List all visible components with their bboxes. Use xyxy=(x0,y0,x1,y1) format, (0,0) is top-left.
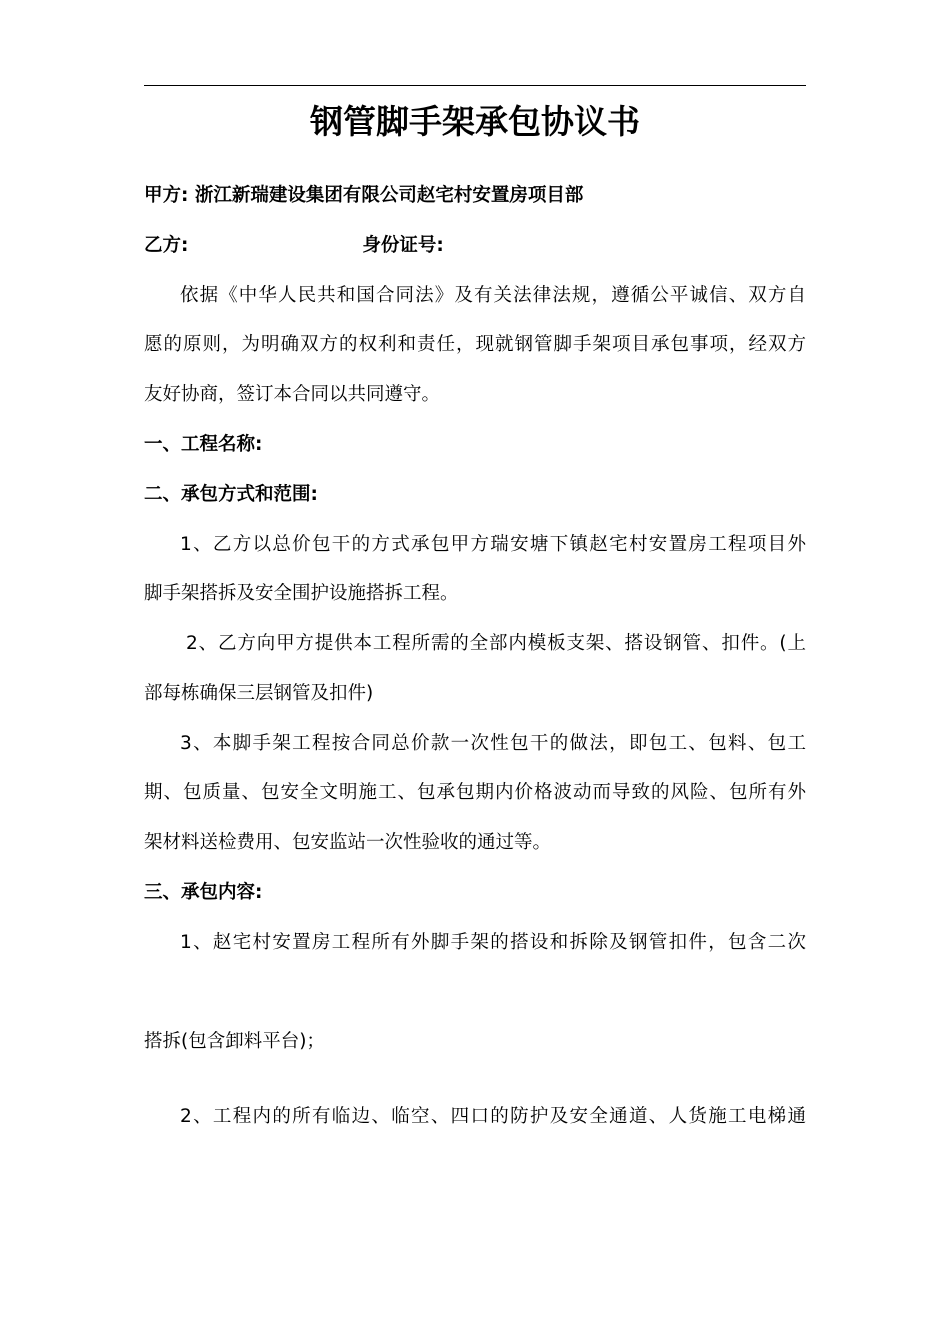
document-title: 钢管脚手架承包协议书 xyxy=(310,102,640,141)
intro-line-2: 愿的原则，为明确双方的权利和责任，现就钢管脚手架项目承包事项，经双方 xyxy=(144,334,806,355)
section-3-heading: 三、承包内容: xyxy=(144,882,263,903)
section-2-item-2-line-1: 2、乙方向甲方提供本工程所需的全部内模板支架、搭设钢管、扣件。(上 xyxy=(186,633,806,654)
section-2-item-2-line-2: 部每栋确保三层钢管及扣件) xyxy=(144,683,374,704)
section-2-item-3-line-3: 架材料送检费用、包安监站一次性验收的通过等。 xyxy=(144,832,552,853)
party-b-row xyxy=(144,233,806,259)
section-2-item-3-line-2: 期、包质量、包安全文明施工、包承包期内价格波动而导致的风险、包所有外 xyxy=(144,782,806,803)
section-3-item-1-line-2: 搭拆(包含卸料平台)； xyxy=(144,1031,325,1052)
section-2-item-1-line-1: 1、乙方以总价包干的方式承包甲方瑞安塘下镇赵宅村安置房工程项目外 xyxy=(180,534,806,555)
section-1-heading: 一、工程名称: xyxy=(144,434,263,455)
section-2-item-3-line-1: 3、本脚手架工程按合同总价款一次性包干的做法，即包工、包料、包工 xyxy=(180,733,806,754)
party-a: 甲方: 浙江新瑞建设集团有限公司赵宅村安置房项目部 xyxy=(144,185,584,206)
header-rule xyxy=(144,85,806,86)
intro-line-3: 友好协商，签订本合同以共同遵守。 xyxy=(144,384,441,405)
section-2-item-1-line-2: 脚手架搭拆及安全围护设施搭拆工程。 xyxy=(144,583,459,604)
section-2-heading: 二、承包方式和范围: xyxy=(144,484,318,505)
party-b-label: 乙方: xyxy=(144,235,189,256)
id-number-label: 身份证号: xyxy=(362,235,444,256)
intro-line-1: 依据《中华人民共和国合同法》及有关法律法规，遵循公平诚信、双方自 xyxy=(180,285,806,306)
section-3-item-1-line-1: 1、赵宅村安置房工程所有外脚手架的搭设和拆除及钢管扣件，包含二次 xyxy=(180,932,806,953)
section-3-item-2-line-1: 2、工程内的所有临边、临空、四口的防护及安全通道、人货施工电梯通 xyxy=(180,1106,806,1127)
